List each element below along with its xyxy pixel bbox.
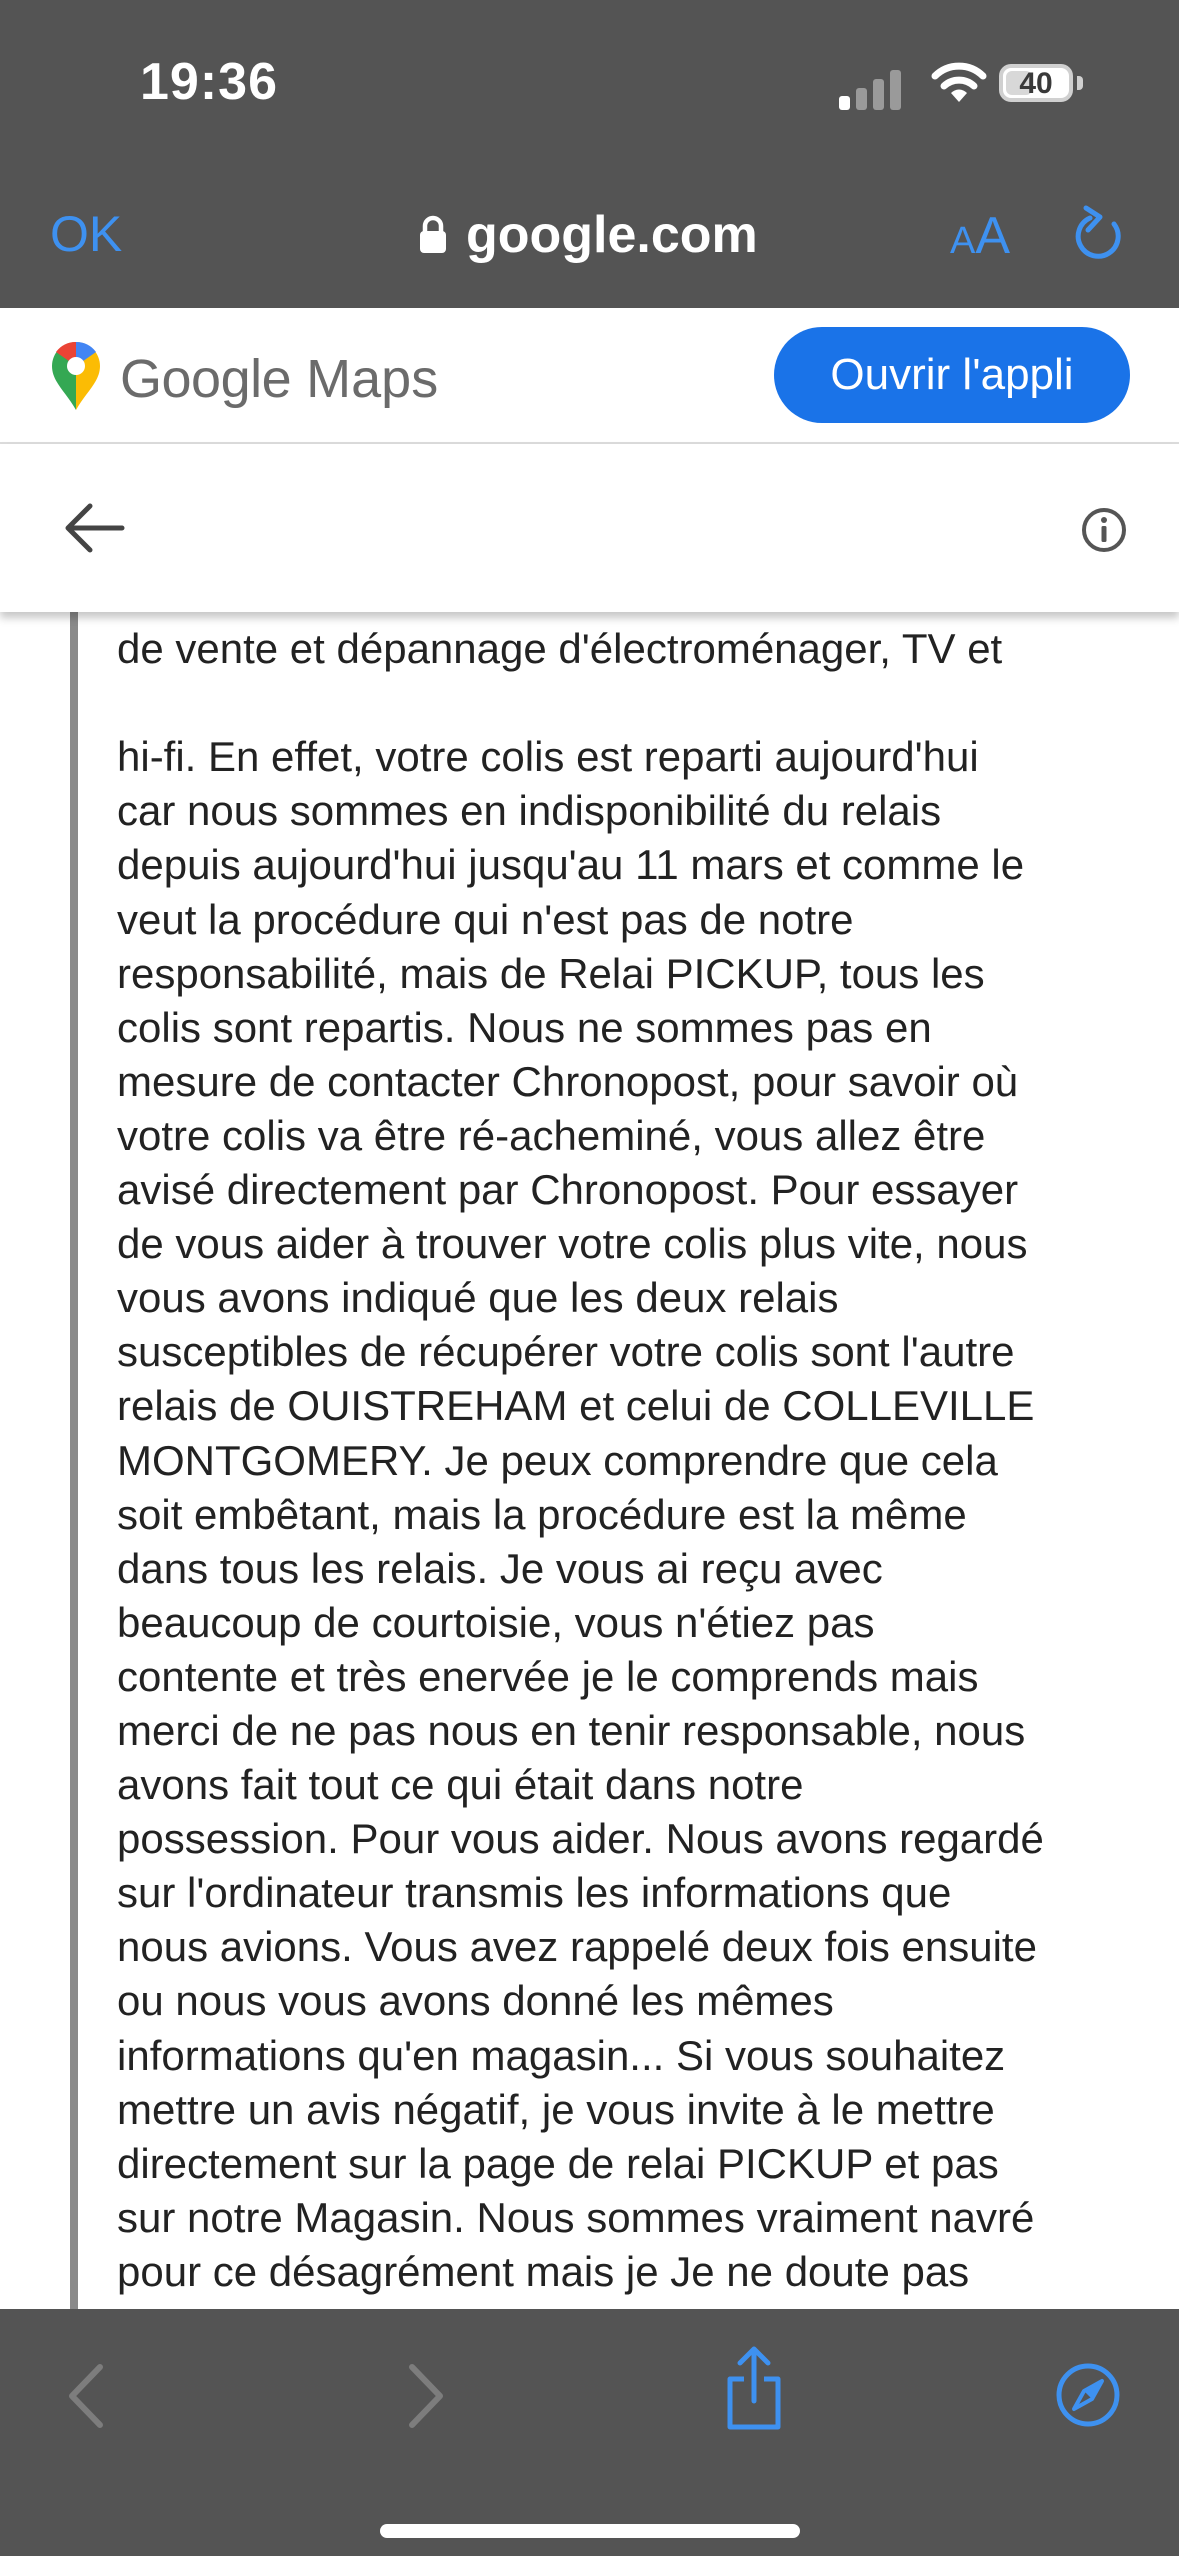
- reply-cut-line: de vente et dépannage d'électroménager, TV et: [117, 625, 1003, 673]
- reply-body: hi-fi. En effet, votre colis est reparti aujourd'hui car nous sommes en indisponibilité du relais depuis aujourd'hui jusqu'au 11 mars et comme le veut la procédure qui n'est pas de notre responsabilité, mais de Relai PICKUP, tous les colis sont repartis. Nous ne sommes pas en mesure de contacter Chronopost, pour savoir où votre colis va être ré-acheminé, vous allez être avisé directement par Chronopost. Pour essayer de vous aider à trouver votre colis plus vite, nous vous avons indiqué que les deux relais susceptibles de récupérer votre colis sont l'autre relais de OUISTREHAM et celui de COLLEVILLE MONTGOMERY. Je peux comprendre que cela soit embêtant, mais la procédure est la même dans tous les relais. Je vous ai reçu avec beaucoup de courtoisie, vous n'étiez pas contente et très enervée je le comprends mais merci de ne pas nous en tenir responsable, nous avons fait tout ce qui était dans notre possession. Pour vous aider. Nous avons regardé sur l'ordinateur transmis les informations que nous avions. Vous avez rappelé deux fois ensuite ou nous vous avons donné les mêmes informations qu'en magasin... Si vous souhaitez mettre un avis négatif, je vous invite à le mettre directement sur la page de relai PICKUP et pas sur notre Magasin. Nous sommes vraiment navré pour ce désagrément mais je Je ne doute pas: [117, 733, 1044, 2295]
- google-maps-logo-text: [120, 348, 438, 410]
- text-size-large: A: [975, 207, 1011, 265]
- brand-maps: Maps: [306, 349, 439, 409]
- google-maps-pin-icon: [48, 340, 104, 412]
- status-indicators: [839, 56, 1179, 116]
- browser-top-chrome: [0, 0, 1179, 308]
- reload-icon[interactable]: [1070, 202, 1130, 266]
- reply-quote-bar: [70, 612, 78, 2309]
- review-toolbar: [0, 444, 1179, 612]
- address-bar[interactable]: [418, 200, 758, 270]
- compass-icon[interactable]: [1054, 2361, 1122, 2429]
- google-maps-header: [0, 308, 1179, 444]
- review-content: [0, 612, 1179, 2309]
- home-indicator[interactable]: [380, 2524, 800, 2538]
- lock-icon: [418, 215, 448, 255]
- text-size-button[interactable]: [950, 206, 1010, 266]
- cellular-signal-icon: [839, 66, 903, 110]
- wifi-icon: [931, 58, 987, 106]
- info-icon[interactable]: [1080, 506, 1128, 554]
- battery-cap: [1077, 76, 1083, 90]
- brand-google: Google: [120, 349, 292, 409]
- battery-level: 40: [1019, 67, 1053, 100]
- battery-icon: [999, 64, 1073, 102]
- owner-reply-text: [117, 568, 1127, 2461]
- browser-bottom-toolbar: [0, 2309, 1179, 2556]
- text-size-small: A: [950, 220, 976, 262]
- forward-nav-icon[interactable]: [404, 2361, 448, 2431]
- url-text: google.com: [466, 206, 758, 264]
- back-nav-icon[interactable]: [64, 2361, 108, 2431]
- arrow-back-icon[interactable]: [62, 500, 126, 556]
- done-button[interactable]: OK: [50, 206, 123, 262]
- share-icon[interactable]: [722, 2345, 786, 2431]
- status-time: 19:36: [140, 53, 278, 111]
- open-app-button[interactable]: Ouvrir l'appli: [774, 327, 1130, 423]
